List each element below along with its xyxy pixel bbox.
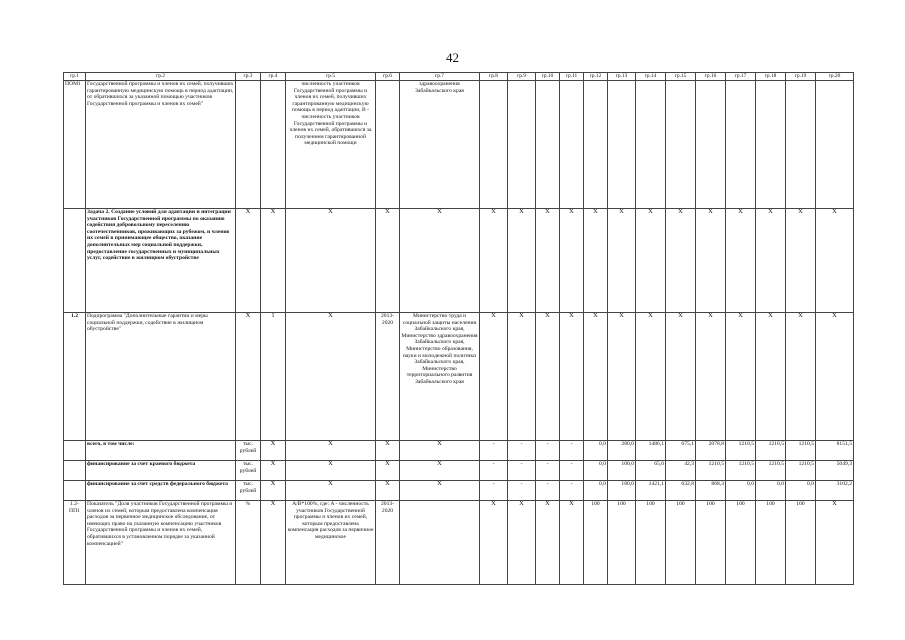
header-cell: гр.17 — [726, 73, 756, 81]
value-cell: X — [560, 501, 584, 585]
value-cell: 100 — [786, 501, 816, 585]
header-cell: гр.18 — [756, 73, 786, 81]
mark-cell: X — [261, 461, 286, 481]
header-cell: гр.14 — [636, 73, 666, 81]
row-name: финансирование за счет средств федерального бюджета — [86, 481, 236, 501]
row-name: финансирование за счет краевого бюджета — [86, 461, 236, 481]
value-cell: 0,0 — [584, 441, 608, 461]
value-cell: 675,1 — [666, 441, 696, 461]
mark-cell: X — [584, 209, 608, 313]
value-cell: X — [536, 501, 560, 585]
mark-cell: X — [400, 461, 480, 481]
table-row — [64, 209, 854, 313]
unit-cell: % — [236, 501, 261, 585]
value-cell: 1210,5 — [726, 461, 756, 481]
value-cell: 1210,5 — [726, 441, 756, 461]
value-cell: 1421,1 — [636, 481, 666, 501]
mark-cell: X — [286, 441, 376, 461]
mark-cell: X — [696, 313, 726, 441]
mark-cell: X — [286, 209, 376, 313]
value-cell: - — [508, 461, 536, 481]
mark-cell: X — [536, 313, 560, 441]
mark-cell: X — [261, 209, 286, 313]
header-cell: гр.3 — [236, 73, 261, 81]
header-cell: гр.8 — [480, 73, 508, 81]
mark-cell: X — [376, 481, 400, 501]
period-cell: 2013-2020 — [376, 313, 400, 441]
table-row — [64, 481, 854, 501]
mark-cell: X — [666, 313, 696, 441]
value-cell: 2078,8 — [696, 441, 726, 461]
mark-cell: X — [261, 501, 286, 585]
mark-cell: X — [508, 313, 536, 441]
mark-cell: X — [756, 209, 786, 313]
mark-cell: X — [236, 209, 261, 313]
mark-cell: X — [376, 209, 400, 313]
mark-cell: X — [480, 313, 508, 441]
header-cell: гр.20 — [816, 73, 854, 81]
value-cell: - — [480, 481, 508, 501]
mark-cell: X — [608, 209, 636, 313]
value-cell: 1210,5 — [786, 461, 816, 481]
formula-cell: численность участников Государственной программы и членов их семей, получивших гарантированную медицинскую помощь в период адаптации, В - численность участников Государственной программы и членов их семей, обратившихся за получением гарантированной медицинской помощи — [286, 81, 376, 209]
header-cell: гр.15 — [666, 73, 696, 81]
value-cell: 1210,5 — [786, 441, 816, 461]
value-cell: - — [508, 481, 536, 501]
value-cell: 100 — [636, 501, 666, 585]
mark-cell: X — [816, 209, 854, 313]
row-name: всего, в том числе: — [86, 441, 236, 461]
mark-cell: X — [726, 313, 756, 441]
header-cell: гр.12 — [584, 73, 608, 81]
value-cell: 0,0 — [584, 481, 608, 501]
mark-cell: X — [560, 209, 584, 313]
mark-cell: X — [636, 209, 666, 313]
value-cell: - — [536, 441, 560, 461]
table-row — [64, 441, 854, 461]
value-cell: 100 — [726, 501, 756, 585]
executor-cell: Министерство труда и социальной защиты населения Забайкальского края, Министерство здравоохранения Забайкальского края, Министерство образования, науки и молодежной политики Забайкальского края, Министерство территориального развития Забайкальского края — [400, 313, 480, 441]
mark-cell: X — [536, 209, 560, 313]
mark-cell: X — [786, 313, 816, 441]
value-cell: - — [508, 441, 536, 461]
value-cell: 42,3 — [666, 461, 696, 481]
row-code: ПОМ1 — [64, 81, 86, 209]
value-cell: 1210,5 — [756, 441, 786, 461]
row-name: Показатель "Доля участников Государственной программы и членов их семей, которым предоставлена компенсация расходов за первичное медицинское обследование, от имеющих право на указанную компенсацию участников Государственной программы и членов их семей, обратившихся в установленном порядке за указанной компенсацией" — [86, 501, 236, 585]
value-cell: 8151,5 — [816, 441, 854, 461]
value-cell: 100 — [696, 501, 726, 585]
value-cell: 868,3 — [696, 481, 726, 501]
mark-cell: X — [560, 313, 584, 441]
table-row — [64, 461, 854, 481]
value-cell: - — [560, 481, 584, 501]
mark-cell: X — [400, 209, 480, 313]
page-number: 42 — [446, 50, 459, 65]
value-cell: 0,0 — [584, 461, 608, 481]
value-cell: 0,0 — [756, 481, 786, 501]
header-cell: гр.19 — [786, 73, 816, 81]
mark-cell: X — [636, 313, 666, 441]
row-code: 1.2 — [64, 313, 86, 441]
mark-cell: X — [286, 461, 376, 481]
table-row — [64, 501, 854, 585]
mark-cell: X — [261, 481, 286, 501]
header-cell: гр.2 — [86, 73, 236, 81]
value-cell: 100,0 — [608, 461, 636, 481]
header-cell: гр.7 — [400, 73, 480, 81]
header-cell: гр.6 — [376, 73, 400, 81]
value-cell: 65,0 — [636, 461, 666, 481]
value-cell: 632,8 — [666, 481, 696, 501]
executor-cell: здравоохранения Забайкальского края — [400, 81, 480, 209]
header-cell: гр.5 — [286, 73, 376, 81]
unit-cell: тыс. рублей — [236, 461, 261, 481]
unit-cell: тыс. рублей — [236, 441, 261, 461]
value-cell: 100 — [608, 501, 636, 585]
value-cell: - — [536, 481, 560, 501]
task-title: Задача 2. Создание условий для адаптации и интеграции участников Государственной программы по оказанию содействия добровольному переселению соотечественников, проживающих за рубежом, и членов их семей в принимающее общество, оказание дополнительных мер социальной поддержки, предоставление государственных и муниципальных услуг, содействие в жилищном обустройстве — [86, 209, 236, 313]
value-cell: 0,0 — [786, 481, 816, 501]
mark-cell: X — [816, 313, 854, 441]
mark-cell: X — [756, 313, 786, 441]
value-cell: X — [480, 501, 508, 585]
mark-cell: 1 — [261, 313, 286, 441]
mark-cell: X — [286, 313, 376, 441]
value-cell: 0,0 — [726, 481, 756, 501]
row-name: Государственной программы и членов их семей, получивших гарантированную медицинскую помощь в период адаптации, от обратившихся за указанной помощью участников Государственной программы и членов их семей" — [86, 81, 236, 209]
value-cell: - — [536, 461, 560, 481]
header-cell: гр.9 — [508, 73, 536, 81]
value-cell: 1486,1 — [636, 441, 666, 461]
value-cell: 1210,5 — [696, 461, 726, 481]
table-row — [64, 81, 854, 209]
value-cell: 5049,3 — [816, 461, 854, 481]
value-cell: 3102,2 — [816, 481, 854, 501]
header-cell: гр.4 — [261, 73, 286, 81]
header-row — [64, 73, 854, 81]
mark-cell: X — [480, 209, 508, 313]
mark-cell: X — [376, 461, 400, 481]
row-code: 1.2-ПП1 — [64, 501, 86, 585]
mark-cell: X — [786, 209, 816, 313]
value-cell: 100 — [584, 501, 608, 585]
mark-cell: X — [261, 441, 286, 461]
mark-cell: X — [726, 209, 756, 313]
unit-cell: тыс. рублей — [236, 481, 261, 501]
value-cell: 100 — [756, 501, 786, 585]
value-cell: 180,0 — [608, 481, 636, 501]
mark-cell: X — [400, 481, 480, 501]
formula-cell: A/B*100%, где: A - численность участников Государственной программы и членов их семей, которым предоставлена компенсация расходов за первичное медицинское — [286, 501, 376, 585]
value-cell: X — [816, 501, 854, 585]
value-cell: - — [560, 441, 584, 461]
value-cell: X — [508, 501, 536, 585]
mark-cell: X — [696, 209, 726, 313]
value-cell: - — [480, 461, 508, 481]
row-name: Подпрограмма "Дополнительные гарантии и меры социальной поддержки, содействие в жилищном обустройстве" — [86, 313, 236, 441]
header-cell: гр.1 — [64, 73, 86, 81]
header-cell: гр.16 — [696, 73, 726, 81]
mark-cell: X — [608, 313, 636, 441]
mark-cell: X — [584, 313, 608, 441]
mark-cell: X — [376, 441, 400, 461]
mark-cell: X — [286, 481, 376, 501]
mark-cell: X — [508, 209, 536, 313]
table-row — [64, 313, 854, 441]
mark-cell: X — [666, 209, 696, 313]
value-cell: 1210,5 — [756, 461, 786, 481]
value-cell: - — [560, 461, 584, 481]
header-cell: гр.10 — [536, 73, 560, 81]
value-cell: - — [480, 441, 508, 461]
program-table — [63, 72, 854, 585]
header-cell: гр.11 — [560, 73, 584, 81]
mark-cell: X — [400, 441, 480, 461]
value-cell: 100 — [666, 501, 696, 585]
header-cell: гр.13 — [608, 73, 636, 81]
value-cell: 280,0 — [608, 441, 636, 461]
period-cell: 2013-2020 — [376, 501, 400, 585]
mark-cell: X — [236, 313, 261, 441]
